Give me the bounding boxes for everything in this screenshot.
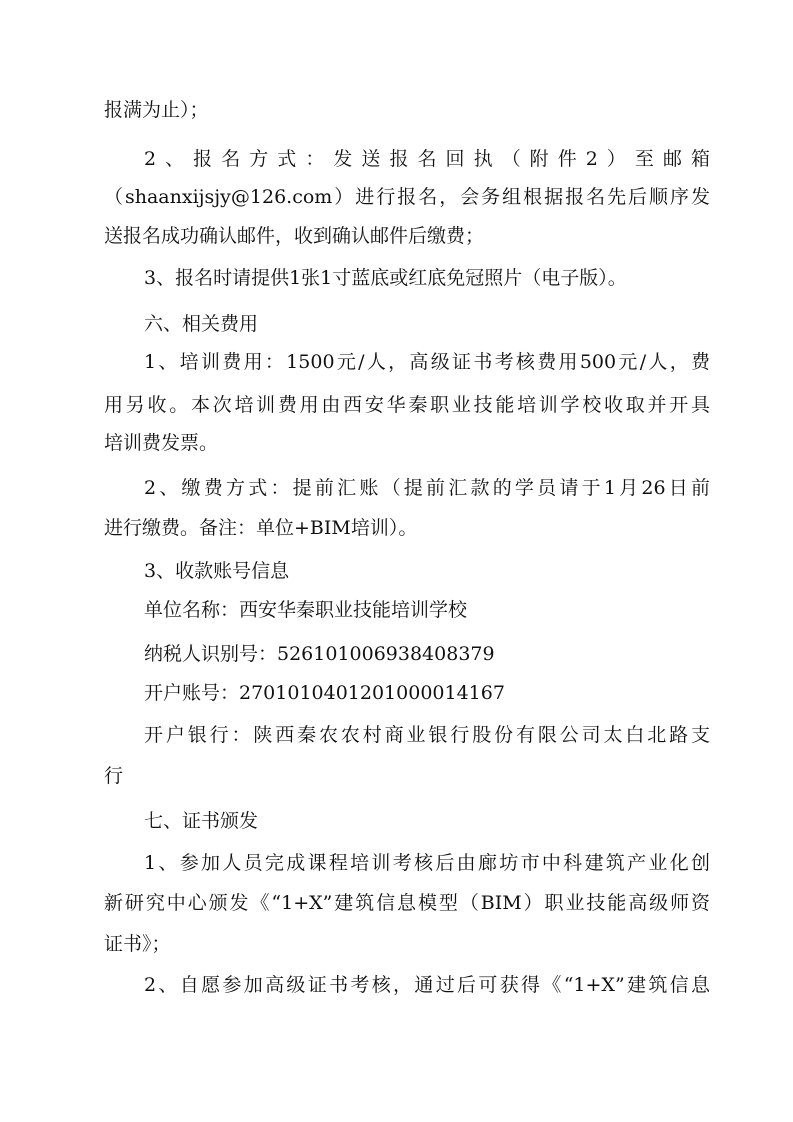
text-line: 3、收款账号信息 — [144, 560, 290, 582]
text-line: 培训费发票。 — [104, 432, 219, 454]
text-line: 3、报名时请提供1张1寸蓝底或红底免冠照片（电子版）。 — [144, 267, 627, 289]
text-line: 行 — [104, 765, 124, 787]
text-line: 进行缴费。备注：单位+BIM培训）。 — [104, 517, 418, 539]
text-line: 2、缴费方式：提前汇账（提前汇款的学员请于1月26日前 — [144, 477, 710, 499]
text-line: 新研究中心颁发《“1+X”建筑信息模型（BIM）职业技能高级师资 — [104, 892, 710, 914]
text-line: 2、报名方式：发送报名回执（附件2）至邮箱 — [144, 148, 710, 170]
text-line: 2、自愿参加高级证书考核，通过后可获得《“1+X”建筑信息 — [144, 974, 710, 996]
text-line: 纳税人识别号：526101006938408379 — [144, 643, 495, 665]
text-line: 1、参加人员完成课程培训考核后由廊坊市中科建筑产业化创 — [144, 852, 710, 874]
section-heading: 七、证书颁发 — [144, 810, 259, 832]
text-line: 用另收。本次培训费用由西安华秦职业技能培训学校收取并开具 — [104, 394, 710, 416]
text-line: 送报名成功确认邮件，收到确认邮件后缴费； — [104, 225, 485, 247]
section-heading: 六、相关费用 — [144, 313, 259, 335]
text-line: 证书》； — [104, 933, 171, 955]
text-line: 开户银行：陕西秦农农村商业银行股份有限公司太白北路支 — [144, 724, 710, 746]
text-line: （shaanxijsjy@126.com）进行报名，会务组根据报名先后顺序发 — [104, 186, 710, 208]
text-line: 报满为止）； — [104, 99, 209, 121]
text-line: 1、培训费用：1500元/人，高级证书考核费用500元/人，费 — [144, 351, 710, 373]
text-line: 单位名称：西安华秦职业技能培训学校 — [144, 599, 468, 621]
text-line: 开户账号：2701010401201000014167 — [144, 682, 505, 704]
